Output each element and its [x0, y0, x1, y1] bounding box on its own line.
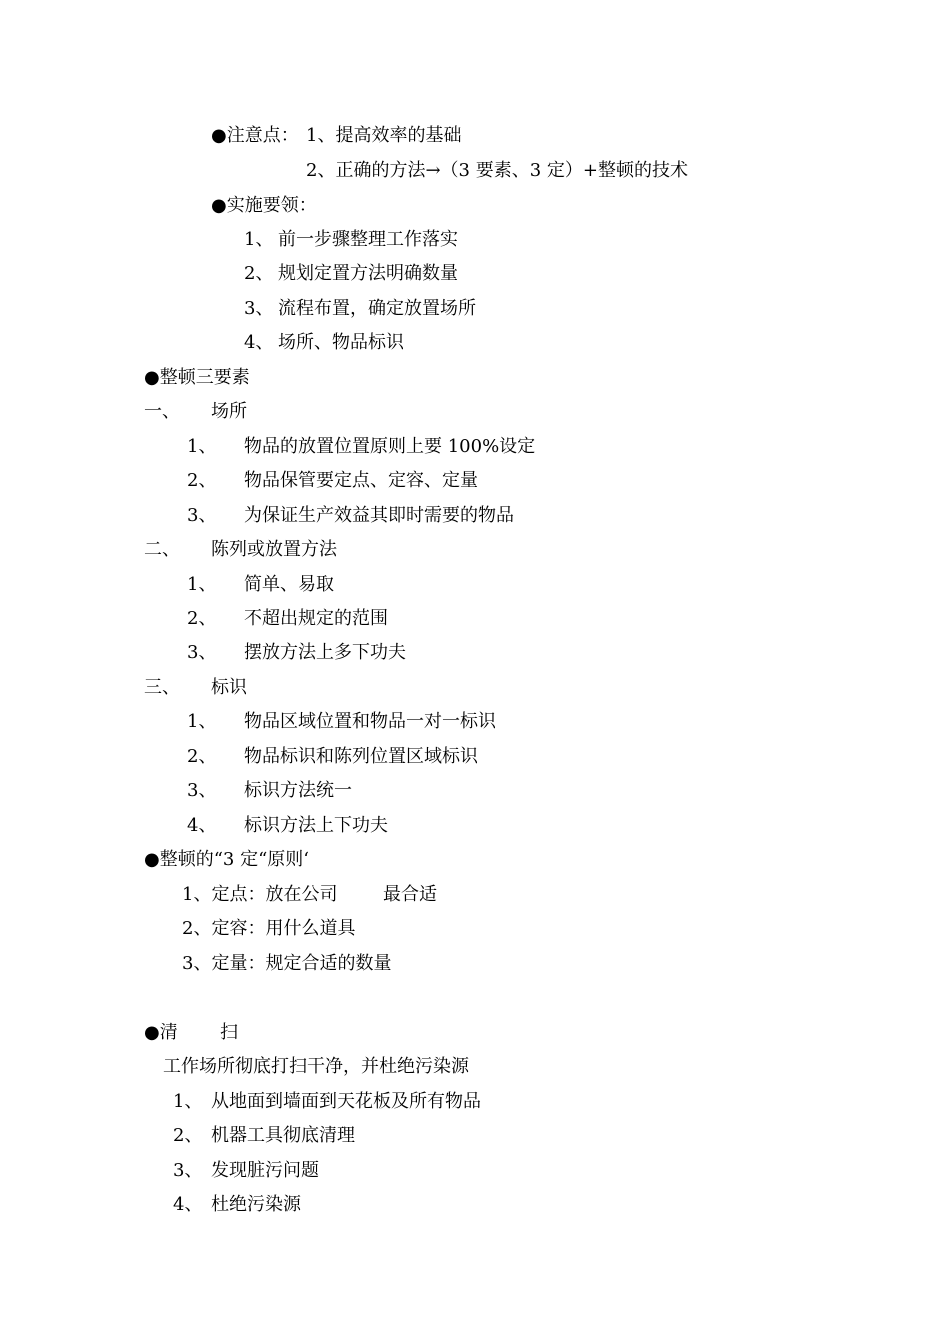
note-item-1: 1、提高效率的基础 [306, 125, 462, 146]
note-item-2: 2、正确的方法→（3 要素、3 定）+整顿的技术 [306, 160, 688, 181]
note-label: ●注意点： [211, 125, 299, 146]
